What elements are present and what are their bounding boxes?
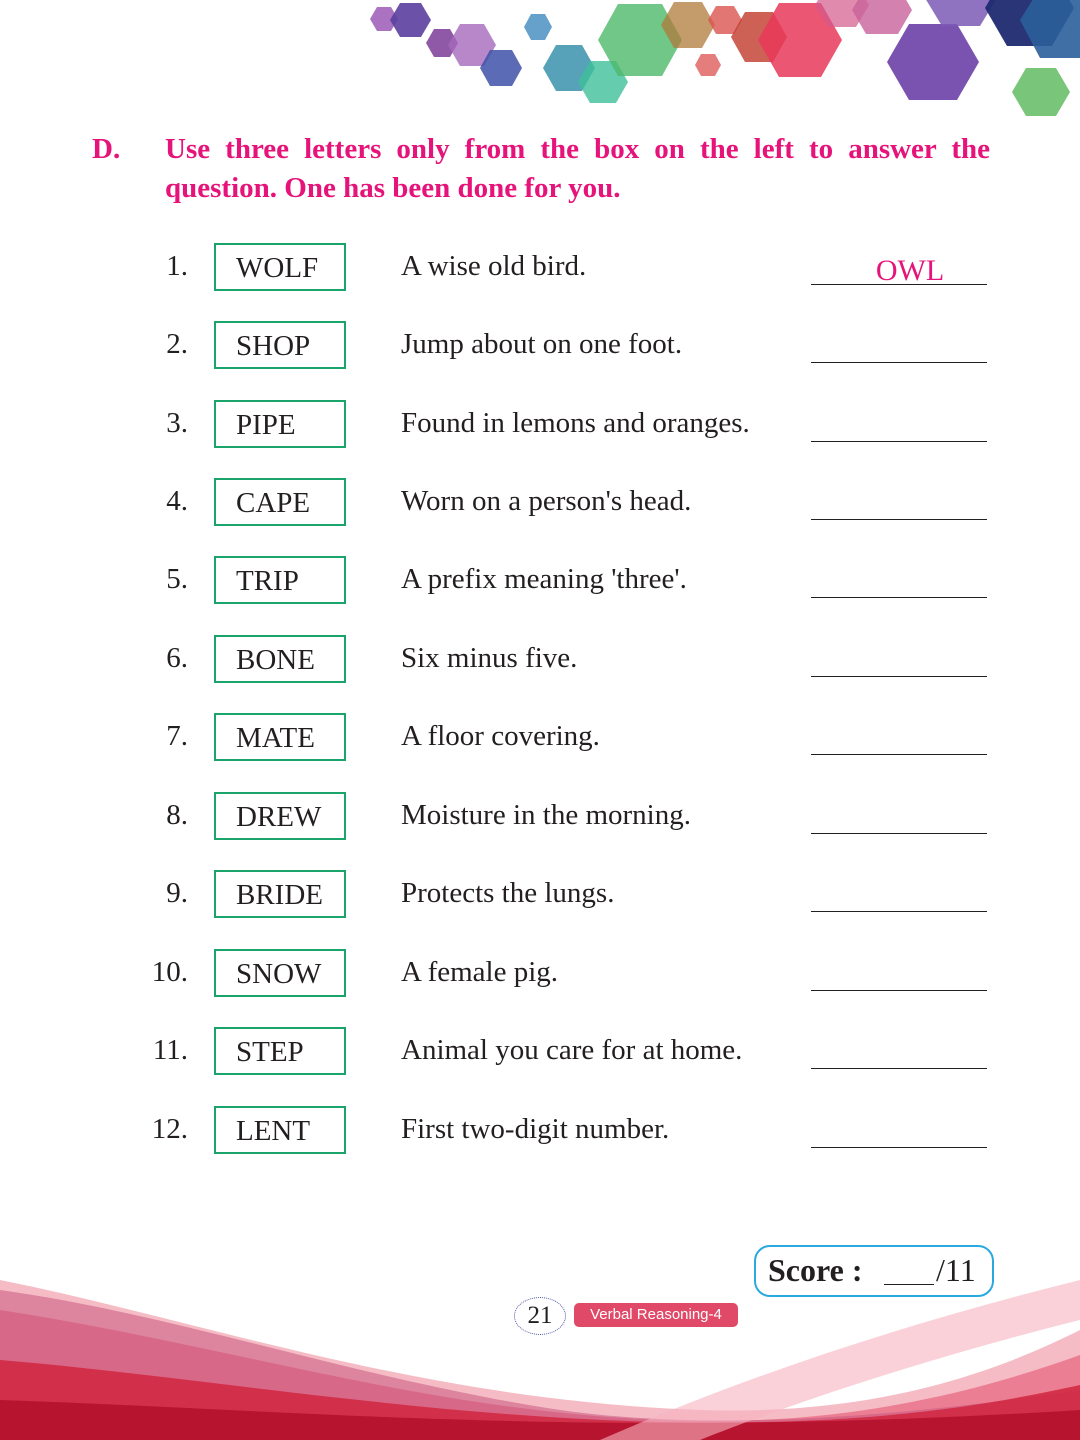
question-number: 11. — [152, 1034, 188, 1066]
page-number: 21 — [514, 1297, 566, 1335]
answer-text: OWL — [875, 254, 945, 287]
answer-line[interactable] — [811, 1147, 987, 1148]
question-clue: Protects the lungs. — [401, 877, 615, 909]
question-row — [0, 478, 1080, 526]
word-box — [214, 870, 346, 918]
answer-line[interactable] — [811, 362, 987, 363]
word-box-text: SNOW — [236, 958, 322, 990]
word-box-text: SHOP — [236, 330, 311, 362]
question-number: 1. — [166, 250, 188, 282]
score-label: Score : — [768, 1252, 863, 1288]
answer-line[interactable] — [811, 441, 987, 442]
word-box-text: BONE — [236, 644, 315, 676]
question-clue: A wise old bird. — [401, 250, 587, 282]
question-number: 12. — [151, 1113, 188, 1145]
instruction-text: Use three letters only from the box on the left to answer the question. One has been done for you. — [165, 133, 990, 204]
question-number: 10. — [151, 956, 188, 988]
word-box — [214, 400, 346, 448]
question-row — [0, 1106, 1080, 1154]
answer-line[interactable] — [811, 754, 987, 755]
question-clue: Jump about on one foot. — [401, 328, 683, 360]
word-box-text: PIPE — [236, 409, 296, 441]
score-total: /11 — [936, 1252, 976, 1288]
word-box — [214, 635, 346, 683]
question-clue: Animal you care for at home. — [401, 1034, 743, 1066]
answer-line[interactable] — [811, 676, 987, 677]
word-box — [214, 1106, 346, 1154]
word-box-text: BRIDE — [236, 879, 323, 911]
question-number: 8. — [166, 799, 188, 831]
answer-line[interactable] — [811, 911, 987, 912]
word-box — [214, 1027, 346, 1075]
question-clue: Worn on a person's head. — [401, 485, 692, 517]
word-box-text: TRIP — [236, 565, 299, 597]
answer-line[interactable] — [811, 1068, 987, 1069]
question-number: 4. — [166, 485, 188, 517]
question-row — [0, 635, 1080, 683]
question-row — [0, 243, 1080, 291]
question-row — [0, 556, 1080, 604]
question-clue: First two-digit number. — [401, 1113, 670, 1145]
word-box-text: WOLF — [236, 252, 319, 284]
question-number: 2. — [166, 328, 188, 360]
question-clue: Six minus five. — [401, 642, 578, 674]
score-box — [754, 1245, 994, 1297]
word-box — [214, 478, 346, 526]
question-row — [0, 949, 1080, 997]
question-clue: Found in lemons and oranges. — [401, 407, 750, 439]
question-clue: A female pig. — [401, 956, 559, 988]
answer-line[interactable] — [811, 833, 987, 834]
question-row — [0, 713, 1080, 761]
word-box — [214, 792, 346, 840]
question-clue: Moisture in the morning. — [401, 799, 691, 831]
answer-line[interactable] — [811, 519, 987, 520]
question-clue: A prefix meaning 'three'. — [401, 563, 687, 595]
question-number: 3. — [166, 407, 188, 439]
word-box-text: STEP — [236, 1036, 304, 1068]
score-blank[interactable] — [884, 1284, 934, 1285]
word-box — [214, 713, 346, 761]
section-letter: D. — [92, 133, 121, 165]
word-box — [214, 321, 346, 369]
word-box — [214, 243, 346, 291]
answer-line[interactable] — [811, 990, 987, 991]
word-box-text: CAPE — [236, 487, 311, 519]
question-row — [0, 1027, 1080, 1075]
question-row — [0, 792, 1080, 840]
question-clue: A floor covering. — [401, 720, 600, 752]
word-box — [214, 949, 346, 997]
word-box-text: DREW — [236, 801, 322, 833]
question-number: 6. — [166, 642, 188, 674]
hexagon-decoration-top — [0, 0, 1080, 125]
question-row — [0, 870, 1080, 918]
word-box — [214, 556, 346, 604]
book-title-tag: Verbal Reasoning-4 — [574, 1303, 738, 1327]
word-box-text: MATE — [236, 722, 315, 754]
question-number: 9. — [166, 877, 188, 909]
question-row — [0, 400, 1080, 448]
question-row — [0, 321, 1080, 369]
word-box-text: LENT — [236, 1115, 311, 1147]
question-number: 5. — [166, 563, 188, 595]
answer-line[interactable] — [811, 597, 987, 598]
question-number: 7. — [166, 720, 188, 752]
